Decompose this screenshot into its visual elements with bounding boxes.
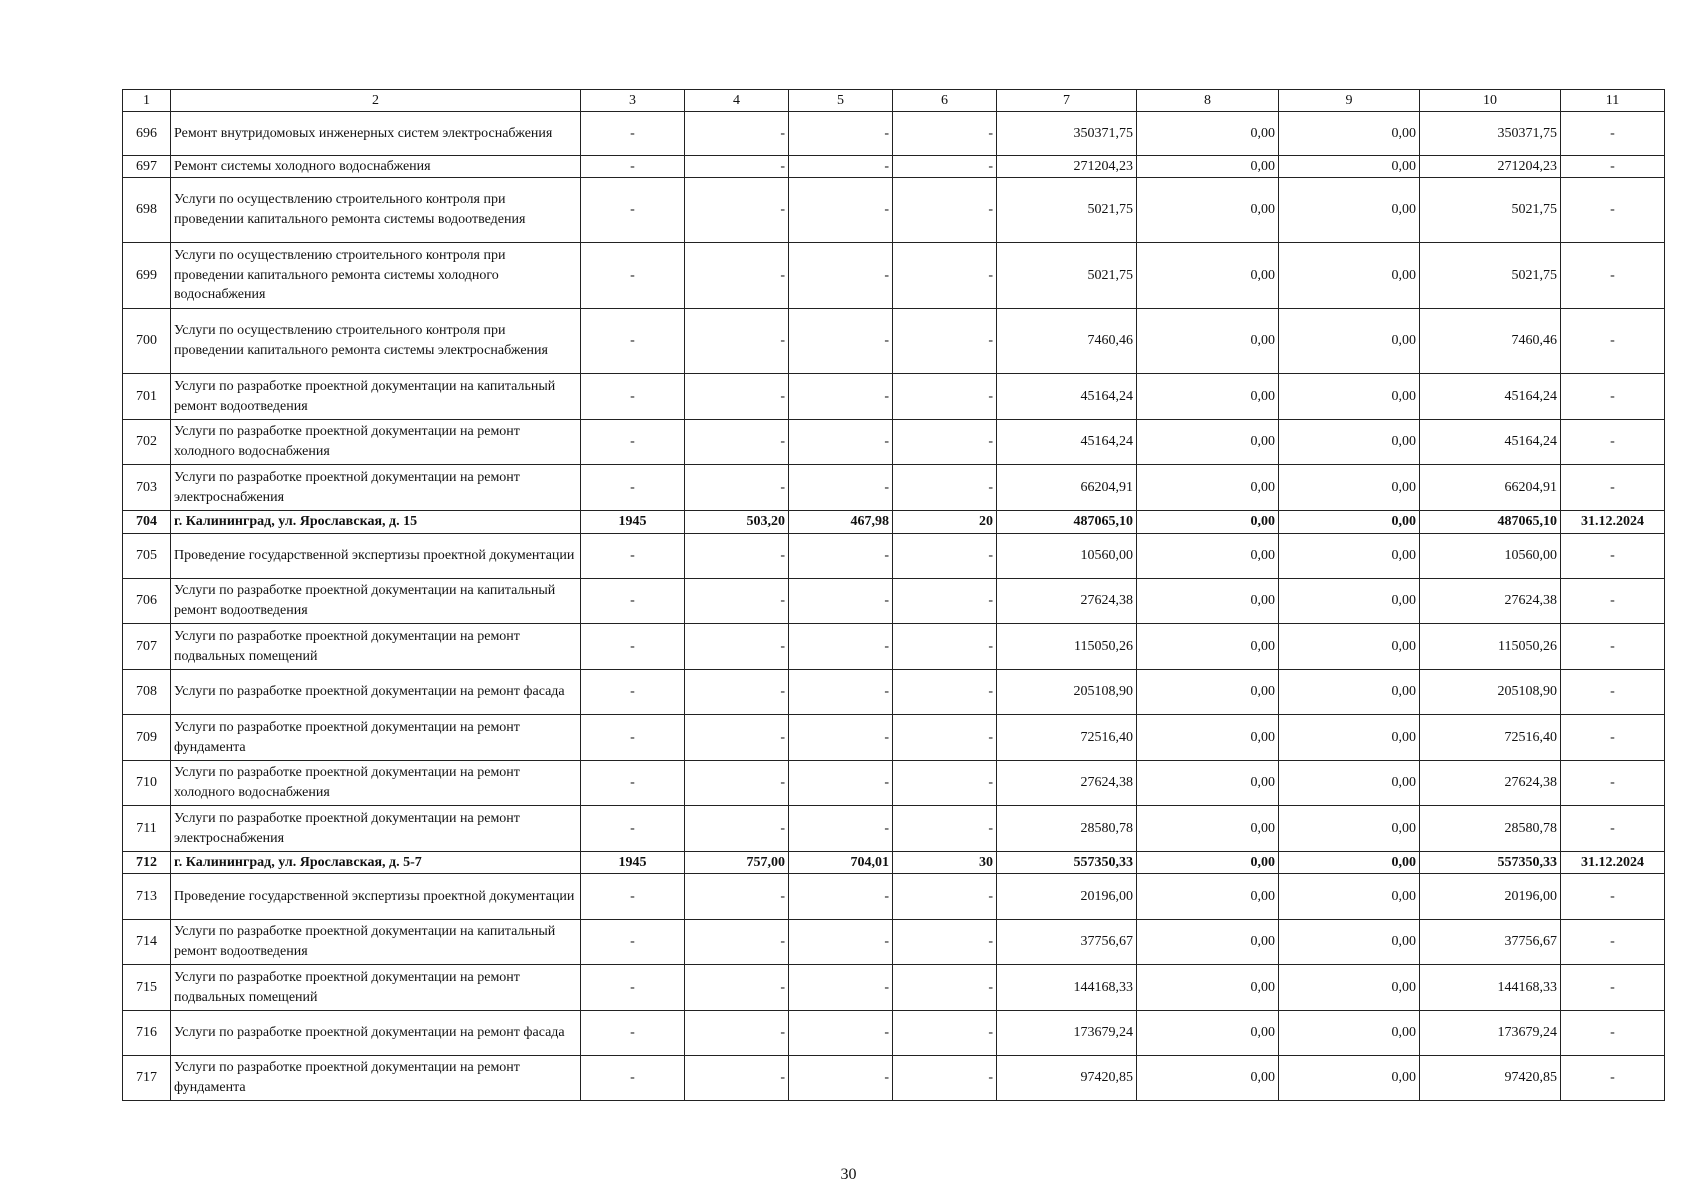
year-cell: -: [581, 624, 685, 670]
column-header: 4: [685, 90, 789, 112]
row-number-cell: 701: [123, 374, 171, 420]
residents-cell: -: [893, 965, 997, 1011]
table-row: [123, 624, 1665, 670]
address-row: [123, 852, 1665, 874]
fund-cost-cell: 0,00: [1137, 420, 1279, 465]
total-cost-cell: 115050,26: [997, 624, 1137, 670]
work-name-cell: Услуги по разработке проектной документации на ремонт фасада: [171, 670, 581, 715]
work-name-cell: Услуги по осуществлению строительного контроля при проведении капитального ремонта системы холодного водоснабжения: [171, 243, 581, 309]
table-row: [123, 920, 1665, 965]
area-living-cell: -: [789, 874, 893, 920]
row-number-cell: 713: [123, 874, 171, 920]
table-row: [123, 243, 1665, 309]
total-cost-cell: 10560,00: [997, 534, 1137, 579]
area-living-cell: -: [789, 465, 893, 511]
area-total-cell: -: [685, 965, 789, 1011]
row-number-cell: 711: [123, 806, 171, 852]
row-number-cell: 697: [123, 156, 171, 178]
work-name-cell: Проведение государственной экспертизы проектной документации: [171, 534, 581, 579]
address-row: [123, 511, 1665, 534]
table-row: [123, 579, 1665, 624]
other-cost-cell: 0,00: [1279, 715, 1420, 761]
other-cost-cell: 0,00: [1279, 534, 1420, 579]
fund-cost-cell: 0,00: [1137, 178, 1279, 243]
table-row: [123, 965, 1665, 1011]
year-cell: -: [581, 1056, 685, 1101]
year-cell: -: [581, 806, 685, 852]
owners-cost-cell: 144168,33: [1420, 965, 1561, 1011]
deadline-cell: -: [1561, 874, 1665, 920]
deadline-cell: -: [1561, 1056, 1665, 1101]
column-number-row: [123, 90, 1665, 112]
other-cost-cell: 0,00: [1279, 1011, 1420, 1056]
area-total-cell: -: [685, 806, 789, 852]
area-living-cell: -: [789, 579, 893, 624]
other-cost-cell: 0,00: [1279, 579, 1420, 624]
residents-cell: -: [893, 534, 997, 579]
owners-cost-cell: 72516,40: [1420, 715, 1561, 761]
fund-cost-cell: 0,00: [1137, 715, 1279, 761]
area-living-cell: -: [789, 156, 893, 178]
area-total-cell: -: [685, 670, 789, 715]
other-cost-cell: 0,00: [1279, 374, 1420, 420]
column-header: 6: [893, 90, 997, 112]
deadline-cell: -: [1561, 156, 1665, 178]
total-cost-cell: 144168,33: [997, 965, 1137, 1011]
fund-cost-cell: 0,00: [1137, 1011, 1279, 1056]
table-row: [123, 465, 1665, 511]
other-cost-cell: 0,00: [1279, 806, 1420, 852]
deadline-cell: -: [1561, 761, 1665, 806]
fund-cost-cell: 0,00: [1137, 874, 1279, 920]
year-cell: -: [581, 112, 685, 156]
fund-cost-cell: 0,00: [1137, 806, 1279, 852]
row-number-cell: 717: [123, 1056, 171, 1101]
row-number-cell: 709: [123, 715, 171, 761]
work-name-cell: Услуги по осуществлению строительного контроля при проведении капитального ремонта системы водоотведения: [171, 178, 581, 243]
owners-cost-cell: 28580,78: [1420, 806, 1561, 852]
area-total-cell: 757,00: [685, 852, 789, 874]
area-living-cell: -: [789, 534, 893, 579]
deadline-cell: -: [1561, 715, 1665, 761]
total-cost-cell: 45164,24: [997, 420, 1137, 465]
row-number-cell: 706: [123, 579, 171, 624]
year-cell: -: [581, 761, 685, 806]
total-cost-cell: 72516,40: [997, 715, 1137, 761]
owners-cost-cell: 271204,23: [1420, 156, 1561, 178]
residents-cell: -: [893, 874, 997, 920]
residents-cell: -: [893, 761, 997, 806]
residents-cell: -: [893, 156, 997, 178]
table-row: [123, 112, 1665, 156]
other-cost-cell: 0,00: [1279, 874, 1420, 920]
owners-cost-cell: 20196,00: [1420, 874, 1561, 920]
residents-cell: -: [893, 624, 997, 670]
area-living-cell: -: [789, 761, 893, 806]
row-number-cell: 705: [123, 534, 171, 579]
year-cell: 1945: [581, 511, 685, 534]
other-cost-cell: 0,00: [1279, 309, 1420, 374]
total-cost-cell: 271204,23: [997, 156, 1137, 178]
other-cost-cell: 0,00: [1279, 243, 1420, 309]
table-row: [123, 806, 1665, 852]
area-total-cell: -: [685, 624, 789, 670]
row-number-cell: 708: [123, 670, 171, 715]
other-cost-cell: 0,00: [1279, 965, 1420, 1011]
table-row: [123, 420, 1665, 465]
row-number-cell: 715: [123, 965, 171, 1011]
fund-cost-cell: 0,00: [1137, 1056, 1279, 1101]
deadline-cell: -: [1561, 624, 1665, 670]
table-row: [123, 156, 1665, 178]
work-name-cell: Услуги по разработке проектной документации на ремонт электроснабжения: [171, 806, 581, 852]
owners-cost-cell: 27624,38: [1420, 761, 1561, 806]
work-name-cell: Ремонт системы холодного водоснабжения: [171, 156, 581, 178]
owners-cost-cell: 205108,90: [1420, 670, 1561, 715]
owners-cost-cell: 37756,67: [1420, 920, 1561, 965]
column-header: 3: [581, 90, 685, 112]
year-cell: -: [581, 309, 685, 374]
fund-cost-cell: 0,00: [1137, 670, 1279, 715]
area-total-cell: -: [685, 309, 789, 374]
deadline-cell: -: [1561, 965, 1665, 1011]
total-cost-cell: 20196,00: [997, 874, 1137, 920]
year-cell: -: [581, 965, 685, 1011]
deadline-cell: -: [1561, 465, 1665, 511]
owners-cost-cell: 97420,85: [1420, 1056, 1561, 1101]
total-cost-cell: 205108,90: [997, 670, 1137, 715]
work-name-cell: Проведение государственной экспертизы проектной документации: [171, 874, 581, 920]
table-row: [123, 670, 1665, 715]
residents-cell: 30: [893, 852, 997, 874]
other-cost-cell: 0,00: [1279, 1056, 1420, 1101]
residents-cell: -: [893, 1011, 997, 1056]
year-cell: -: [581, 420, 685, 465]
area-living-cell: -: [789, 806, 893, 852]
fund-cost-cell: 0,00: [1137, 920, 1279, 965]
area-living-cell: -: [789, 965, 893, 1011]
table-body: [123, 90, 1665, 1101]
area-living-cell: -: [789, 715, 893, 761]
deadline-cell: -: [1561, 112, 1665, 156]
row-number-cell: 707: [123, 624, 171, 670]
area-total-cell: -: [685, 156, 789, 178]
area-total-cell: -: [685, 874, 789, 920]
area-living-cell: -: [789, 112, 893, 156]
table-row: [123, 178, 1665, 243]
other-cost-cell: 0,00: [1279, 624, 1420, 670]
row-number-cell: 712: [123, 852, 171, 874]
other-cost-cell: 0,00: [1279, 178, 1420, 243]
row-number-cell: 703: [123, 465, 171, 511]
area-living-cell: -: [789, 178, 893, 243]
work-name-cell: Услуги по разработке проектной документации на капитальный ремонт водоотведения: [171, 579, 581, 624]
year-cell: -: [581, 1011, 685, 1056]
area-total-cell: -: [685, 920, 789, 965]
fund-cost-cell: 0,00: [1137, 465, 1279, 511]
table-row: [123, 534, 1665, 579]
year-cell: -: [581, 670, 685, 715]
area-living-cell: 467,98: [789, 511, 893, 534]
page-number: 30: [840, 1166, 857, 1183]
column-header: 2: [171, 90, 581, 112]
work-name-cell: Ремонт внутридомовых инженерных систем электроснабжения: [171, 112, 581, 156]
work-name-cell: Услуги по разработке проектной документации на ремонт фундамента: [171, 1056, 581, 1101]
other-cost-cell: 0,00: [1279, 511, 1420, 534]
residents-cell: -: [893, 420, 997, 465]
work-name-cell: Услуги по осуществлению строительного контроля при проведении капитального ремонта системы электроснабжения: [171, 309, 581, 374]
area-living-cell: -: [789, 1056, 893, 1101]
other-cost-cell: 0,00: [1279, 852, 1420, 874]
table-row: [123, 874, 1665, 920]
table-row: [123, 309, 1665, 374]
residents-cell: -: [893, 670, 997, 715]
row-number-cell: 710: [123, 761, 171, 806]
residents-cell: -: [893, 1056, 997, 1101]
work-name-cell: г. Калининград, ул. Ярославская, д. 5-7: [171, 852, 581, 874]
work-name-cell: Услуги по разработке проектной документации на ремонт электроснабжения: [171, 465, 581, 511]
area-living-cell: -: [789, 420, 893, 465]
year-cell: -: [581, 920, 685, 965]
year-cell: -: [581, 243, 685, 309]
row-number-cell: 698: [123, 178, 171, 243]
other-cost-cell: 0,00: [1279, 670, 1420, 715]
total-cost-cell: 350371,75: [997, 112, 1137, 156]
residents-cell: -: [893, 465, 997, 511]
column-header: 11: [1561, 90, 1665, 112]
fund-cost-cell: 0,00: [1137, 624, 1279, 670]
total-cost-cell: 173679,24: [997, 1011, 1137, 1056]
area-living-cell: -: [789, 624, 893, 670]
deadline-cell: -: [1561, 1011, 1665, 1056]
other-cost-cell: 0,00: [1279, 465, 1420, 511]
fund-cost-cell: 0,00: [1137, 965, 1279, 1011]
row-number-cell: 704: [123, 511, 171, 534]
work-name-cell: Услуги по разработке проектной документации на капитальный ремонт водоотведения: [171, 920, 581, 965]
work-name-cell: г. Калининград, ул. Ярославская, д. 15: [171, 511, 581, 534]
row-number-cell: 700: [123, 309, 171, 374]
total-cost-cell: 557350,33: [997, 852, 1137, 874]
deadline-cell: -: [1561, 579, 1665, 624]
area-total-cell: -: [685, 465, 789, 511]
table-row: [123, 1011, 1665, 1056]
deadline-cell: -: [1561, 670, 1665, 715]
table-row: [123, 374, 1665, 420]
area-living-cell: -: [789, 243, 893, 309]
table-row: [123, 715, 1665, 761]
fund-cost-cell: 0,00: [1137, 579, 1279, 624]
work-name-cell: Услуги по разработке проектной документации на ремонт подвальных помещений: [171, 965, 581, 1011]
owners-cost-cell: 66204,91: [1420, 465, 1561, 511]
fund-cost-cell: 0,00: [1137, 112, 1279, 156]
total-cost-cell: 28580,78: [997, 806, 1137, 852]
owners-cost-cell: 350371,75: [1420, 112, 1561, 156]
residents-cell: 20: [893, 511, 997, 534]
column-header: 5: [789, 90, 893, 112]
year-cell: -: [581, 874, 685, 920]
other-cost-cell: 0,00: [1279, 156, 1420, 178]
deadline-cell: -: [1561, 920, 1665, 965]
area-living-cell: -: [789, 670, 893, 715]
area-living-cell: 704,01: [789, 852, 893, 874]
table-row: [123, 1056, 1665, 1101]
residents-cell: -: [893, 243, 997, 309]
area-total-cell: -: [685, 761, 789, 806]
total-cost-cell: 27624,38: [997, 579, 1137, 624]
year-cell: -: [581, 178, 685, 243]
area-total-cell: -: [685, 112, 789, 156]
fund-cost-cell: 0,00: [1137, 309, 1279, 374]
year-cell: 1945: [581, 852, 685, 874]
total-cost-cell: 97420,85: [997, 1056, 1137, 1101]
other-cost-cell: 0,00: [1279, 761, 1420, 806]
year-cell: -: [581, 534, 685, 579]
total-cost-cell: 5021,75: [997, 243, 1137, 309]
row-number-cell: 699: [123, 243, 171, 309]
deadline-cell: 31.12.2024: [1561, 511, 1665, 534]
area-living-cell: -: [789, 920, 893, 965]
work-name-cell: Услуги по разработке проектной документации на ремонт подвальных помещений: [171, 624, 581, 670]
total-cost-cell: 487065,10: [997, 511, 1137, 534]
fund-cost-cell: 0,00: [1137, 534, 1279, 579]
owners-cost-cell: 7460,46: [1420, 309, 1561, 374]
area-total-cell: -: [685, 534, 789, 579]
owners-cost-cell: 27624,38: [1420, 579, 1561, 624]
other-cost-cell: 0,00: [1279, 420, 1420, 465]
total-cost-cell: 27624,38: [997, 761, 1137, 806]
area-living-cell: -: [789, 1011, 893, 1056]
owners-cost-cell: 173679,24: [1420, 1011, 1561, 1056]
owners-cost-cell: 115050,26: [1420, 624, 1561, 670]
column-header: 8: [1137, 90, 1279, 112]
owners-cost-cell: 557350,33: [1420, 852, 1561, 874]
residents-cell: -: [893, 579, 997, 624]
residents-cell: -: [893, 178, 997, 243]
area-living-cell: -: [789, 374, 893, 420]
total-cost-cell: 5021,75: [997, 178, 1137, 243]
deadline-cell: -: [1561, 806, 1665, 852]
residents-cell: -: [893, 112, 997, 156]
year-cell: -: [581, 579, 685, 624]
fund-cost-cell: 0,00: [1137, 374, 1279, 420]
fund-cost-cell: 0,00: [1137, 156, 1279, 178]
work-name-cell: Услуги по разработке проектной документации на ремонт холодного водоснабжения: [171, 761, 581, 806]
work-name-cell: Услуги по разработке проектной документации на ремонт фасада: [171, 1011, 581, 1056]
area-living-cell: -: [789, 309, 893, 374]
fund-cost-cell: 0,00: [1137, 511, 1279, 534]
other-cost-cell: 0,00: [1279, 920, 1420, 965]
deadline-cell: -: [1561, 243, 1665, 309]
area-total-cell: -: [685, 579, 789, 624]
owners-cost-cell: 487065,10: [1420, 511, 1561, 534]
area-total-cell: -: [685, 1056, 789, 1101]
year-cell: -: [581, 715, 685, 761]
work-name-cell: Услуги по разработке проектной документации на ремонт холодного водоснабжения: [171, 420, 581, 465]
area-total-cell: -: [685, 715, 789, 761]
row-number-cell: 696: [123, 112, 171, 156]
residents-cell: -: [893, 715, 997, 761]
column-header: 10: [1420, 90, 1561, 112]
fund-cost-cell: 0,00: [1137, 243, 1279, 309]
deadline-cell: -: [1561, 420, 1665, 465]
deadline-cell: -: [1561, 374, 1665, 420]
row-number-cell: 702: [123, 420, 171, 465]
other-cost-cell: 0,00: [1279, 112, 1420, 156]
area-total-cell: -: [685, 178, 789, 243]
owners-cost-cell: 45164,24: [1420, 420, 1561, 465]
owners-cost-cell: 45164,24: [1420, 374, 1561, 420]
row-number-cell: 716: [123, 1011, 171, 1056]
deadline-cell: -: [1561, 178, 1665, 243]
residents-cell: -: [893, 309, 997, 374]
area-total-cell: 503,20: [685, 511, 789, 534]
column-header: 1: [123, 90, 171, 112]
budget-table: [122, 89, 1665, 1101]
year-cell: -: [581, 465, 685, 511]
column-header: 7: [997, 90, 1137, 112]
residents-cell: -: [893, 920, 997, 965]
table-row: [123, 761, 1665, 806]
total-cost-cell: 7460,46: [997, 309, 1137, 374]
residents-cell: -: [893, 374, 997, 420]
column-header: 9: [1279, 90, 1420, 112]
row-number-cell: 714: [123, 920, 171, 965]
residents-cell: -: [893, 806, 997, 852]
deadline-cell: 31.12.2024: [1561, 852, 1665, 874]
fund-cost-cell: 0,00: [1137, 761, 1279, 806]
year-cell: -: [581, 374, 685, 420]
fund-cost-cell: 0,00: [1137, 852, 1279, 874]
deadline-cell: -: [1561, 534, 1665, 579]
area-total-cell: -: [685, 374, 789, 420]
total-cost-cell: 66204,91: [997, 465, 1137, 511]
owners-cost-cell: 5021,75: [1420, 243, 1561, 309]
owners-cost-cell: 5021,75: [1420, 178, 1561, 243]
work-name-cell: Услуги по разработке проектной документации на капитальный ремонт водоотведения: [171, 374, 581, 420]
work-name-cell: Услуги по разработке проектной документации на ремонт фундамента: [171, 715, 581, 761]
area-total-cell: -: [685, 243, 789, 309]
total-cost-cell: 45164,24: [997, 374, 1137, 420]
deadline-cell: -: [1561, 309, 1665, 374]
owners-cost-cell: 10560,00: [1420, 534, 1561, 579]
year-cell: -: [581, 156, 685, 178]
area-total-cell: -: [685, 420, 789, 465]
area-total-cell: -: [685, 1011, 789, 1056]
total-cost-cell: 37756,67: [997, 920, 1137, 965]
